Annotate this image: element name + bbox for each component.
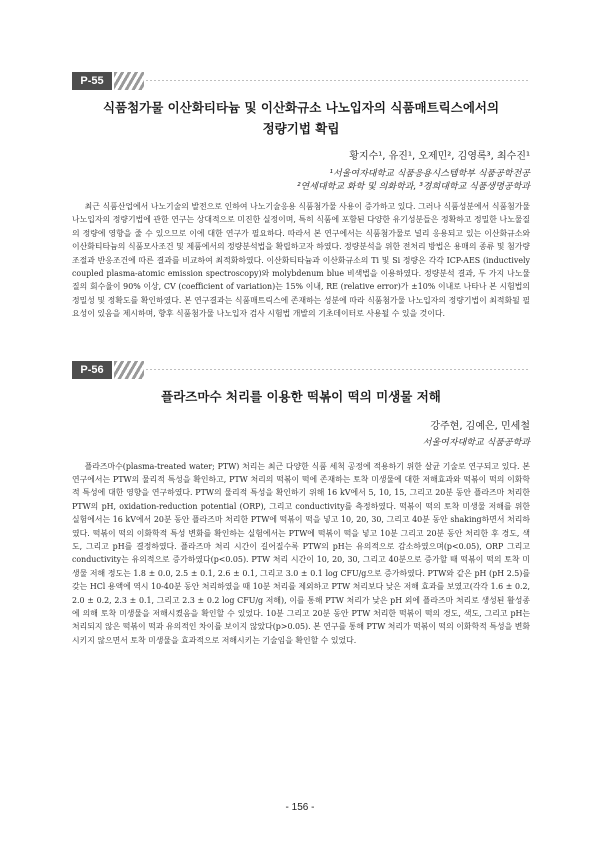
abstract-text-p56: 플라즈마수(plasma-treated water; PTW) 처리는 최근 다양한 식품 세척 공정에 적용하기 위한 살균 기술로 연구되고 있다. 본 연구에서는 PTW의 물리적 특성을 확인하고, PTW 처리의 떡볶이 떡에 존재하는 토착 미생물에 대한 저해효과와 떡볶이 떡의 이화학적 특성에 대한 영향을 연구하였다. PTW의 물리적 특성을 확인하기 위해 16 kV에서 5, 10, 15, 그리고 20분 동안 플라즈마 처리한 PTW의 pH, oxidation-reduction potential (ORP), 그리고 conductivity를 측정하였다. 떡볶이 떡의 토착 미생물 저해를 위한 실험에서는 16 kV에서 20분 동안 플라즈마 처리한 PTW에 떡볶이 떡을 넣고 10, 20, 30, 그리고 40분 동안 shaking하면서 처리하였다. 떡볶이 떡의 이화학적 특성 변화를 확인하는 실험에서는 PTW에 떡볶이 떡을 넣고 10분 그리고 20분 동안 처리한 후 경도, 색도, 그리고 pH를 결정하였다. 플라즈마 처리 시간이 길어질수록 PTW의 pH는 유의적으로 감소하였으며(p<0.05), ORP 그리고 conductivity는 유의적으로 증가하였다(p<0.05). PTW 처리 시간이 10, 20, 30, 그리고 40분으로 증가할 때 떡볶이 떡의 토착 미생물 저해 정도는 1.8 ± 0.0, 2.5 ± 0.1, 2.6 ± 0.1, 그리고 3.0 ± 0.1 log CFU/g으로 증가하였다. PTW와 같은 pH (pH 2.5)를 갖는 HCl 용액에 역시 10-40분 동안 처리하였을 때 10분 처리를 제외하고 PTW 처리보다 낮은 저해 효과를 보였고(각각 1.6 ± 0.2, 2.0 ± 0.2, 2.3 ± 0.1, 그리고 2.3 ± 0.2 log CFU/g 저해), 이를 통해 PTW 처리가 낮은 pH 외에 플라즈마 처리로 생성된 활성종에 의해 토착 미생물을 저해시켰음을 확인할 수 있었다. 10분 그리고 20분 동안 PTW 처리한 떡볶이 떡의 경도, 색도, 그리고 pH는 처리되지 않은 떡볶이 떡과 유의적인 차이를 보이지 않았다(p>0.05). 본 연구를 통해 PTW 처리가 떡볶이 떡의 이화학적 특성을 변화시키지 않으면서 토착 미생물을 효과적으로 저해시키는 기술임을 확인할 수 있었다. [72,461,530,645]
abstract-text-p55: 최근 식품산업에서 나노기술의 발전으로 인하여 나노기술응용 식품첨가물 사용이 증가하고 있다. 그러나 식품성분에서 식품첨가물 나노입자의 정량기법에 관한 연구는 상대적으로 미진한 실정이며, 특히 식품에 포함된 다양한 유기성분들은 정확하고 정밀한 나노물질의 정량에 영향을 줄 수 있으므로 이에 대한 연구가 필요하다. 따라서 본 연구에서는 식품첨가물로 널리 응용되고 있는 이산화규소와 이산화티타늄의 식품모사조건 및 제품에서의 정량분석법을 확립하고자 하였다. 정량분석을 위한 전처리 방법은 용매의 종류 및 첨가량 조절과 반응조건에 따른 결과를 비교하여 최적화하였다. 이산화티타늄과 이산화규소의 Ti 및 Si 정량은 각각 ICP-AES (inductively coupled plasma-atomic emission spectroscopy)와 molybdenum blue 비색법을 이용하였다. 정량분석 결과, 두 가지 나노물질의 회수율이 90% 이상, CV (coefficient of variation)는 15% 이내, RE (relative error)가 ±10% 이내로 나타나 본 시험법의 정밀성 및 정확도를 확인하였다. 본 연구결과는 식품매트릭스에 존재하는 성분에 따라 식품첨가물 나노입자의 정량기법이 최적화될 필요성이 있음을 제시하며, 향후 식품첨가물 나노입자 검사 시험법 개발의 기초데이터로 사용될 수 있을 것이다. [72,202,530,319]
abstract-p56 [72,361,530,647]
affiliation-p56: 서울여자대학교 식품공학과 [422,438,530,448]
tag-stripes-decoration [114,361,144,379]
section-tag-p56: P-56 [72,361,112,379]
authors-p55: 황지수¹, 유진¹, 오제민², 김영록³, 최수진¹ [349,151,530,162]
section-tag-row [72,361,530,379]
section-tag-row [72,72,530,90]
abstract-p55 [72,72,530,321]
tag-divider-line [146,80,530,81]
title-line-1: 식품첨가물 이산화티타늄 및 이산화규소 나노입자의 식품매트릭스에서의 [102,100,500,115]
tag-stripes-decoration [114,72,144,90]
paper-title-p56: 플라즈마수 처리를 이용한 떡볶이 떡의 미생물 저해 [161,389,441,404]
paper-title-p55 [72,97,530,139]
section-tag-p55: P-55 [72,72,112,90]
page-number: - 156 - [285,802,315,813]
affiliation-line-2: ²연세대학교 화학 및 의화학과, ³경희대학교 식품생명공학과 [296,181,530,192]
title-line-2: 정량기법 확립 [262,121,340,136]
authors-p56: 강주현, 김예은, 민세철 [430,421,530,432]
tag-divider-line [146,369,530,370]
affiliation-line-1: ¹서울여자대학교 식품응용시스템학부 식품공학전공 [329,169,530,179]
